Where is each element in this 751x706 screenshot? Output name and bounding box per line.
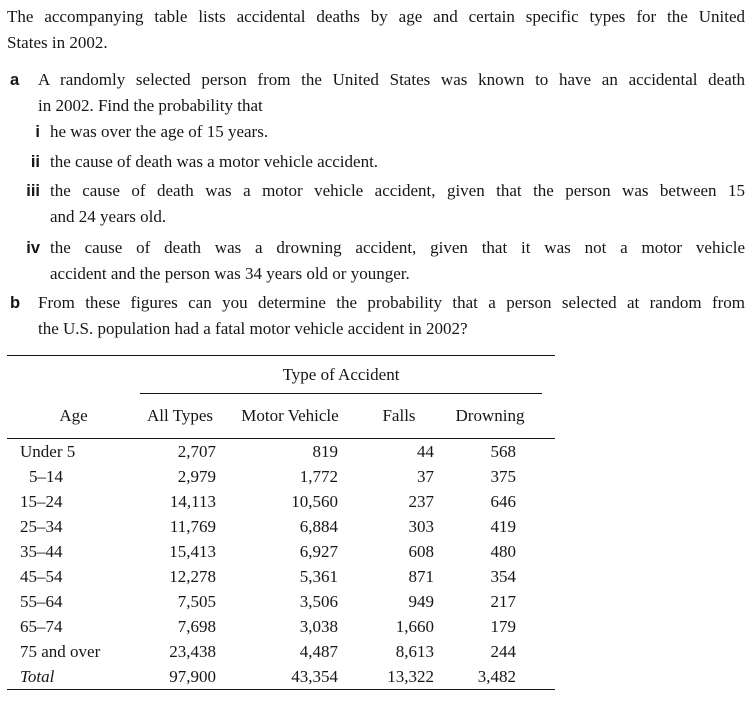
value-cell: 949 [408, 591, 434, 611]
value-cell: 43,354 [291, 666, 338, 686]
part-b-line: the U.S. population had a fatal motor vehicle accident in 2002? [38, 319, 468, 338]
table-row [7, 539, 555, 564]
spacer-cell [542, 564, 555, 589]
sub-item-i-label: i [35, 123, 40, 141]
value-cell: 819 [312, 441, 338, 461]
value-cell: 14,113 [169, 491, 216, 511]
column-header-falls: Falls [360, 394, 438, 439]
table-row [7, 639, 555, 664]
spacer-cell [542, 614, 555, 639]
part-a-line: in 2002. Find the probability that [38, 96, 263, 115]
spacer-cell [542, 439, 555, 465]
value-cell: 5,361 [299, 566, 338, 586]
accident-table-body [7, 439, 555, 690]
part-b-line: From these figures can you determine the probability that a person selected at random from [38, 293, 745, 312]
value-cell: 97,900 [169, 666, 216, 686]
empty-cell [7, 356, 140, 394]
value-cell: 6,884 [299, 516, 338, 536]
sub-item-iv-label: iv [26, 239, 40, 257]
value-cell: 13,322 [387, 666, 434, 686]
part-a [7, 67, 745, 119]
value-cell: 8,613 [395, 641, 434, 661]
spacer-cell [542, 639, 555, 664]
sub-item-ii-label: ii [30, 153, 40, 171]
value-cell: 12,278 [169, 566, 216, 586]
value-cell: 6,927 [299, 541, 338, 561]
value-cell: 3,038 [299, 616, 338, 636]
sub-item-iv-body [50, 235, 745, 287]
column-header-all-types: All Types [140, 394, 220, 439]
intro-line: States in 2002. [7, 33, 108, 52]
table-row [7, 614, 555, 639]
value-cell: 608 [408, 541, 434, 561]
column-header-drowning: Drowning [438, 394, 542, 439]
value-cell: 244 [490, 641, 517, 661]
spacer-cell [542, 664, 555, 690]
value-cell: 10,560 [291, 491, 338, 511]
column-header-motor-vehicle: Motor Vehicle [220, 394, 360, 439]
age-cell: 55–64 [20, 591, 63, 611]
sub-item-i [7, 119, 745, 145]
value-cell: 303 [408, 516, 434, 536]
sub-item-ii-body [50, 149, 745, 175]
age-cell: 45–54 [20, 566, 63, 586]
value-cell: 1,660 [395, 616, 434, 636]
spacer-cell [542, 589, 555, 614]
age-cell: Total [20, 666, 55, 686]
table-row [7, 664, 555, 690]
value-cell: 2,979 [177, 466, 216, 486]
table-row [7, 439, 555, 465]
accident-deaths-table [7, 355, 555, 690]
value-cell: 354 [490, 566, 517, 586]
sub-item-iv-line: the cause of death was a drowning accident, given that it was not a motor vehicle [50, 238, 745, 257]
value-cell: 15,413 [169, 541, 216, 561]
sub-item-iii-label: iii [26, 182, 40, 200]
value-cell: 237 [408, 491, 434, 511]
table-row [7, 564, 555, 589]
table-row [7, 464, 555, 489]
column-header-row [7, 394, 555, 439]
value-cell: 23,438 [169, 641, 216, 661]
age-cell: 65–74 [20, 616, 63, 636]
value-cell: 646 [490, 491, 517, 511]
sub-item-i-line: he was over the age of 15 years. [50, 122, 269, 141]
value-cell: 3,506 [299, 591, 338, 611]
age-cell: 25–34 [20, 516, 63, 536]
sub-item-ii [7, 149, 745, 175]
sub-item-i-body [50, 119, 745, 145]
sub-item-iii-line: the cause of death was a motor vehicle accident, given that the person was between 15 [50, 181, 745, 200]
part-a-label: a [10, 71, 20, 89]
value-cell: 7,698 [177, 616, 216, 636]
value-cell: 7,505 [177, 591, 216, 611]
intro-paragraph [7, 4, 745, 56]
sub-item-iii-line: and 24 years old. [50, 207, 167, 226]
column-header-age: Age [7, 394, 140, 439]
intro-line: The accompanying table lists accidental deaths by age and certain specific types for the United [7, 7, 745, 26]
part-b [7, 290, 745, 342]
spacer-cell [542, 464, 555, 489]
spanning-header: Type of Accident [140, 356, 542, 394]
age-cell: 5–14 [29, 466, 63, 486]
value-cell: 179 [490, 616, 517, 636]
sub-item-iv-line: accident and the person was 34 years old or younger. [50, 264, 410, 283]
age-cell: 35–44 [20, 541, 63, 561]
part-a-line: A randomly selected person from the United States was known to have an accidental death [38, 70, 745, 89]
value-cell: 4,487 [299, 641, 338, 661]
value-cell: 419 [490, 516, 517, 536]
spanning-header-row [7, 356, 555, 394]
spacer-cell [542, 489, 555, 514]
value-cell: 44 [417, 441, 434, 461]
table-row [7, 489, 555, 514]
part-a-body [38, 67, 745, 119]
table-row [7, 514, 555, 539]
value-cell: 1,772 [299, 466, 338, 486]
spacer-cell [542, 514, 555, 539]
value-cell: 480 [490, 541, 517, 561]
part-b-body [38, 290, 745, 342]
sub-item-iii-body [50, 178, 745, 230]
empty-cell [542, 356, 555, 394]
value-cell: 3,482 [477, 666, 517, 686]
spacer-cell [542, 539, 555, 564]
spacer-header-cell [542, 394, 555, 439]
sub-item-iii [7, 178, 745, 230]
value-cell: 871 [408, 566, 434, 586]
age-cell: 15–24 [20, 491, 63, 511]
value-cell: 11,769 [169, 516, 216, 536]
part-b-label: b [10, 294, 21, 312]
value-cell: 2,707 [177, 441, 216, 461]
sub-item-ii-line: the cause of death was a motor vehicle accident. [50, 152, 379, 171]
age-cell: Under 5 [20, 441, 76, 461]
value-cell: 37 [417, 466, 434, 486]
value-cell: 217 [490, 591, 517, 611]
value-cell: 568 [490, 441, 517, 461]
age-cell: 75 and over [20, 641, 101, 661]
table-row [7, 589, 555, 614]
value-cell: 375 [490, 466, 517, 486]
sub-item-iv [7, 235, 745, 287]
